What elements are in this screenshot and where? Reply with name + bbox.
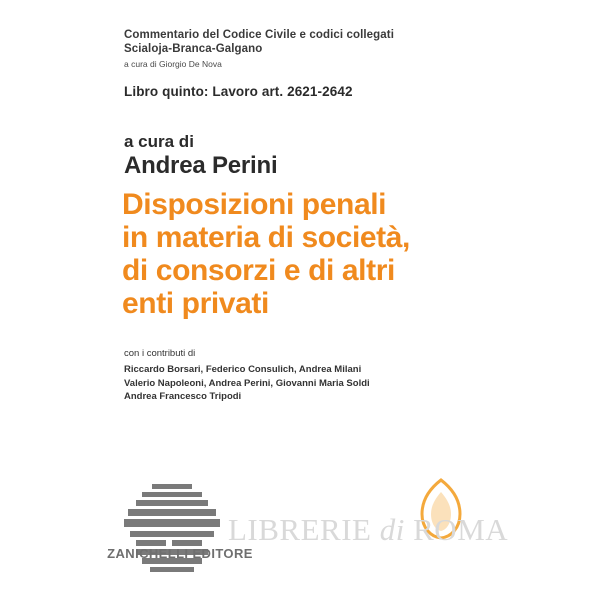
title-line-3: di consorzi e di altri [122, 254, 395, 287]
edited-by-label: a cura di [124, 132, 194, 151]
series-title-line1: Commentario del Codice Civile e codici collegati [124, 29, 395, 41]
contributors-intro: con i contributi di [124, 348, 196, 359]
watermark-word-1: LIBRERIE [228, 512, 372, 547]
watermark-word-3: ROMA [413, 512, 509, 547]
book-title [122, 188, 542, 320]
watermark-text [228, 512, 508, 548]
contributor-line-2: Valerio Napoleoni, Andrea Perini, Giovanni Maria Soldi [124, 377, 370, 389]
title-line-1: Disposizioni penali [122, 188, 387, 221]
contributor-line-3: Andrea Francesco Tripodi [124, 391, 242, 402]
series-block [124, 28, 544, 71]
book-volume-line: Libro quinto: Lavoro art. 2621-2642 [124, 84, 353, 99]
contributor-line-1: Riccardo Borsari, Federico Consulich, Andrea Milani [124, 364, 362, 375]
contributors-list [124, 363, 544, 404]
publisher-name: ZANICHELLI EDITORE [107, 546, 253, 561]
series-editor: a cura di Giorgio De Nova [124, 59, 222, 69]
series-title-line2: Scialoja-Branca-Galgano [124, 43, 263, 55]
author-name: Andrea Perini [124, 152, 278, 179]
watermark-word-2: di [379, 512, 405, 547]
title-line-2: in materia di società, [122, 221, 410, 254]
title-line-4: enti privati [122, 287, 269, 320]
